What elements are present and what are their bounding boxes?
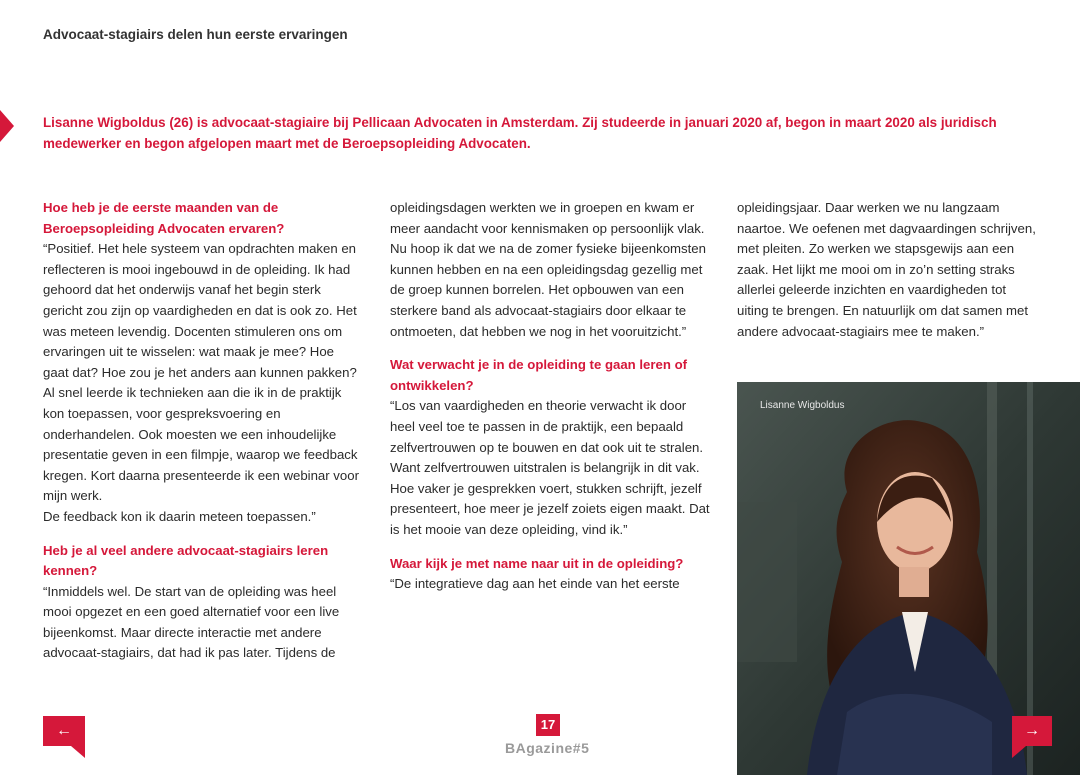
page-number: 17 bbox=[536, 714, 560, 736]
magazine-name: BAgazine#5 bbox=[505, 740, 590, 756]
answer-paragraph: “Inmiddels wel. De start van de opleiding was heel mooi opgezet en een goed alternatief voor een live bijeenkomst. Maar directe interactie met andere advocaat-stagiairs, dat had ik pas later. Tijdens de bbox=[43, 583, 340, 661]
question-heading: Waar kijk je met name naar uit in de opleiding? bbox=[390, 555, 684, 571]
next-page-tail bbox=[1012, 746, 1026, 758]
question-heading: Hoe heb je de eerste maanden van de Beroepsopleiding Advocaten ervaren? bbox=[43, 200, 285, 236]
question-heading: Heb je al veel andere advocaat-stagiairs leren kennen? bbox=[43, 542, 329, 579]
question-heading: Wat verwacht je in de opleiding te gaan leren of ontwikkelen? bbox=[390, 357, 688, 393]
intro-paragraph: Lisanne Wigboldus (26) is advocaat-stagiaire bij Pellicaan Advocaten in Amsterdam. Zij studeerde in januari 2020 af, begon in maart 2020 als juridisch medewerker en begon afgelopen maart met de Beroepsopleiding Advocaten. bbox=[43, 115, 997, 151]
article-column-2 bbox=[390, 198, 710, 595]
page-header-title: Advocaat-stagiairs delen hun eerste ervaringen bbox=[43, 27, 348, 42]
article-column-1 bbox=[43, 198, 363, 664]
answer-paragraph: “De integratieve dag aan het einde van het eerste bbox=[390, 576, 680, 592]
article-column-3 bbox=[737, 198, 1037, 342]
answer-paragraph: opleidingsdagen werkten we in groepen en kwam er meer aandacht voor kennismaken op persoonlijk vlak. Nu hoop ik dat we na de zomer fysieke bijeenkomsten kunnen hebben en na een opleidingsdag gezellig met de groep kunnen borrelen. Het opbouwen van een sterkere band als advocaat-stagiairs door elkaar te ontmoeten, dat hebben we nog in het vooruitzicht.” bbox=[390, 200, 706, 339]
answer-paragraph: “Los van vaardigheden en theorie verwacht ik door heel veel toe te passen in de praktijk, een bepaald zelfvertrouwen op te bouwen en dat ook uit te stralen. Want zelfvertrouwen uitstralen is belangrijk in dit vak. Hoe vaker je gesprekken voert, stukken schrijft, jezelf presenteert, hoe meer je jezelf zoiets eigen maakt. Dat is het mooie van deze opleiding, vind ik.” bbox=[390, 398, 710, 537]
next-page-button[interactable]: → bbox=[1012, 716, 1052, 746]
answer-paragraph: “Positief. Het hele systeem van opdrachten maken en reflecteren is mooi ingebouwd in de opleiding. Ik had gehoord dat het onderwijs vanaf het begin sterk gericht zou zijn op vaardigheden en dat is ook zo. Het was meteen levendig. Docenten stimuleren ons om ervaringen uit te wisselen: wat maak je mee? Hoe gaat dat? Hoe zou je het anders aan kunnen pakken? Al snel leerde ik technieken aan die ik in de praktijk kon toepassen, voor gespreksvoering en onderhandelen. Ook moesten we een inhoudelijke presentatie geven in een filmpje, waarop we feedback kregen. Kort daarna presenteerde ik een webinar voor mijn werk. bbox=[43, 241, 359, 504]
answer-paragraph: De feedback kon ik daarin meteen toepassen.” bbox=[43, 508, 316, 524]
intro-marker-icon bbox=[0, 110, 14, 142]
previous-page-tail bbox=[71, 746, 85, 758]
photo-caption: Lisanne Wigboldus bbox=[760, 400, 845, 411]
answer-paragraph: opleidingsjaar. Daar werken we nu langzaam naartoe. We oefenen met dagvaardingen schrijven, met pleiten. Zo werken we stapsgewijs aan een zaak. Het lijkt me mooi om in zo’n setting straks allerlei geleerde inzichten en vaardigheden tot uiting te brengen. En natuurlijk om dat samen met andere advocaat-stagiairs mee te maken.” bbox=[737, 200, 1036, 339]
previous-page-button[interactable]: ← bbox=[43, 716, 85, 746]
